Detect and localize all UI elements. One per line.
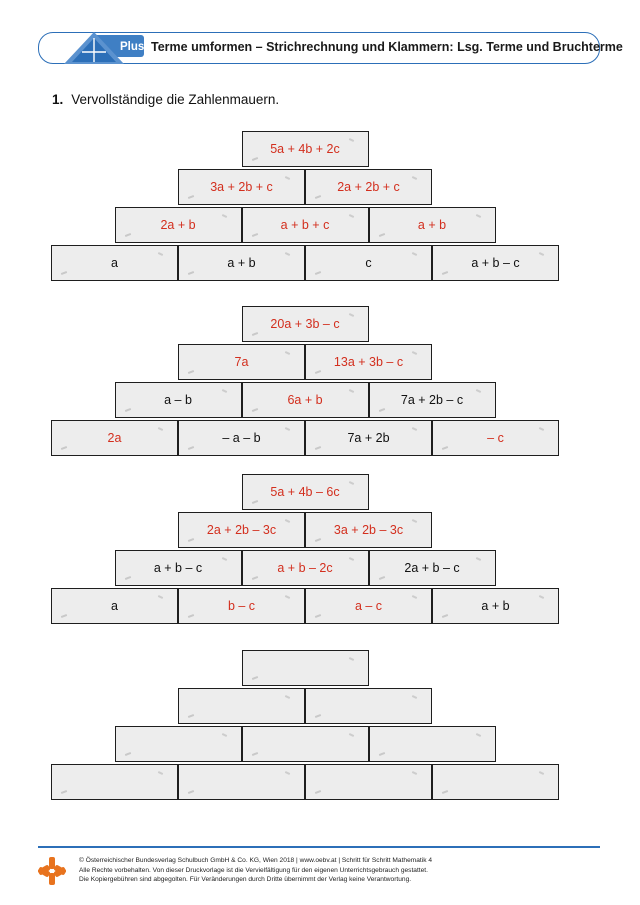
footer-divider [38,846,600,848]
wall-brick: 6a + b [242,382,369,418]
wall-brick: a + b – c [115,550,242,586]
footer-line-1: © Österreichischer Bundesverlag Schulbuch GmbH & Co. KG, Wien 2018 | www.oebv.at | Schritt für Schritt Mathematik 4 [79,857,433,864]
wall-brick: c [305,245,432,281]
wall-brick: – a – b [178,420,305,456]
logo-label: Plus [120,41,144,53]
wall-brick: 5a + 4b – 6c [242,474,369,510]
wall-brick: a + b – c [432,245,559,281]
wall-brick: 13a + 3b – c [305,344,432,380]
wall-brick [178,688,305,724]
wall-brick: 3a + 2b – 3c [305,512,432,548]
wall-brick: a + b [178,245,305,281]
wall-brick [51,764,178,800]
wall-brick: a – b [115,382,242,418]
footer-copyright [79,856,432,885]
wall-brick [305,688,432,724]
wall-brick [369,726,496,762]
wall-brick: 2a + b [115,207,242,243]
wall-brick: a [51,588,178,624]
wall-brick: 3a + 2b + c [178,169,305,205]
wall-brick [178,764,305,800]
task-number: 1. [52,92,64,107]
wall-brick: 5a + 4b + 2c [242,131,369,167]
plus-logo [58,30,144,66]
footer-line-3: Die Kopiergebühren sind abgegolten. Für Veränderungen durch Dritte übernimmt der Verlag keine Verantwortung. [79,876,412,884]
wall-brick [115,726,242,762]
footer-line-2: Alle Rechte vorbehalten. Von dieser Druckvorlage ist die Vervielfältigung für den eigenen Unterrichtsgebrauch gestattet. [79,866,428,874]
wall-brick: a + b + c [242,207,369,243]
task-text: Vervollständige die Zahlenmauern. [71,92,280,107]
page-header [38,32,623,64]
wall-brick: 2a + b – c [369,550,496,586]
wall-brick: 7a [178,344,305,380]
publisher-logo-icon [38,856,66,886]
wall-brick: a + b [432,588,559,624]
wall-brick [242,726,369,762]
wall-brick: 7a + 2b – c [369,382,496,418]
wall-brick [305,764,432,800]
wall-brick: 2a + 2b + c [305,169,432,205]
wall-brick: b – c [178,588,305,624]
task-instruction [52,92,279,107]
wall-brick: a [51,245,178,281]
wall-brick: a + b – 2c [242,550,369,586]
wall-brick: a – c [305,588,432,624]
wall-brick: 2a [51,420,178,456]
wall-brick: 7a + 2b [305,420,432,456]
wall-brick: 20a + 3b – c [242,306,369,342]
wall-brick [432,764,559,800]
wall-brick [242,650,369,686]
wall-brick: a + b [369,207,496,243]
wall-brick: – c [432,420,559,456]
page-title: Terme umformen – Strichrechnung und Klammern: Lsg. Terme und Bruchterme [151,40,623,54]
wall-brick: 2a + 2b – 3c [178,512,305,548]
